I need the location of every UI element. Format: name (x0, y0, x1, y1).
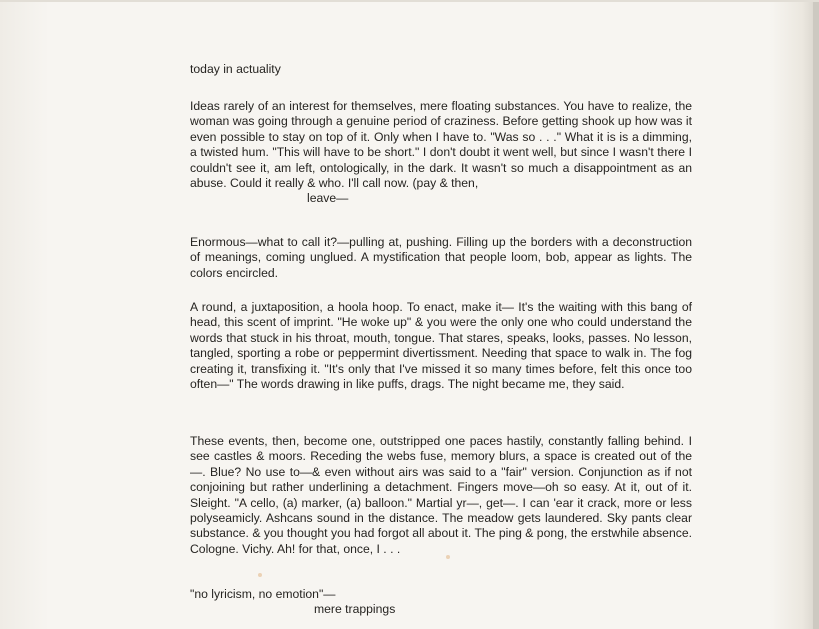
paragraph-4: These events, then, become one, outstripped one paces hastily, constantly falling behind. I see castles & moors. Receding the webs fuse, memory blurs, a space is created out of the—. Blue? No use to—& even without airs was said to a "fair" version. Conjunction as if not conjoining but rather underlining a detachment. Fingers move—oh so easy. At it, out of it. Sleight. "A cello, (a) marker, (a) balloon." Martial yr—, get—. I can 'ear it crack, more or less polyseamicly. Ashcans sound in the distance. The meadow gets laundered. Sky pants clear substance. & you thought you had forgot all about it. The ping & pong, the erstwhile absence. Cologne. Vichy. Ah! for that, once, I . . . (190, 434, 692, 556)
paper-speck (446, 555, 450, 559)
paragraph-2: Enormous—what to call it?—pulling at, pushing. Filling up the borders with a deconstruction of meanings, coming unglued. A mystification that people loom, bob, appear as lights. The colors encircled. (190, 235, 692, 280)
closing-quote (190, 587, 395, 618)
paragraph-1-text: Ideas rarely of an interest for themselves, mere floating substances. You have to realize, the woman was going through a genuine period of craziness. Before getting shook up how was it even possible to stay on top of it. Only when I have to. "Was so . . ." What it is is a dimming, a twisted hum. "This will have to be short." I don't doubt it went well, but since I wasn't there I couldn't see it, am left, ontologically, in the dark. It wasn't so much a disappointment as an abuse. Could it really & who. I'll call now. (pay & then, (190, 99, 692, 191)
paragraph-3: A round, a juxtaposition, a hoola hoop. To enact, make it— It's the waiting with this bang of head, this scent of imprint. "He woke up" & you were the only one who could understand the words that stuck in his throat, mouth, tongue. That stares, speaks, looks, passes. No lesson, tangled, sporting a robe or peppermint divertissment. Needing that space to walk in. The fog creating it, transfixing it. "It's only that I've missed it so many times before, felt this once too often—" The words drawing in like puffs, drags. The night became me, they said. (190, 300, 692, 392)
page-title: today in actuality (190, 62, 281, 76)
paragraph-1-trailing: leave— (307, 191, 349, 206)
paper-speck (258, 573, 262, 577)
closing-quote-line-1: "no lyricism, no emotion"— (190, 587, 336, 601)
paragraph-1 (190, 99, 692, 207)
closing-quote-line-2: mere trappings (314, 602, 396, 617)
